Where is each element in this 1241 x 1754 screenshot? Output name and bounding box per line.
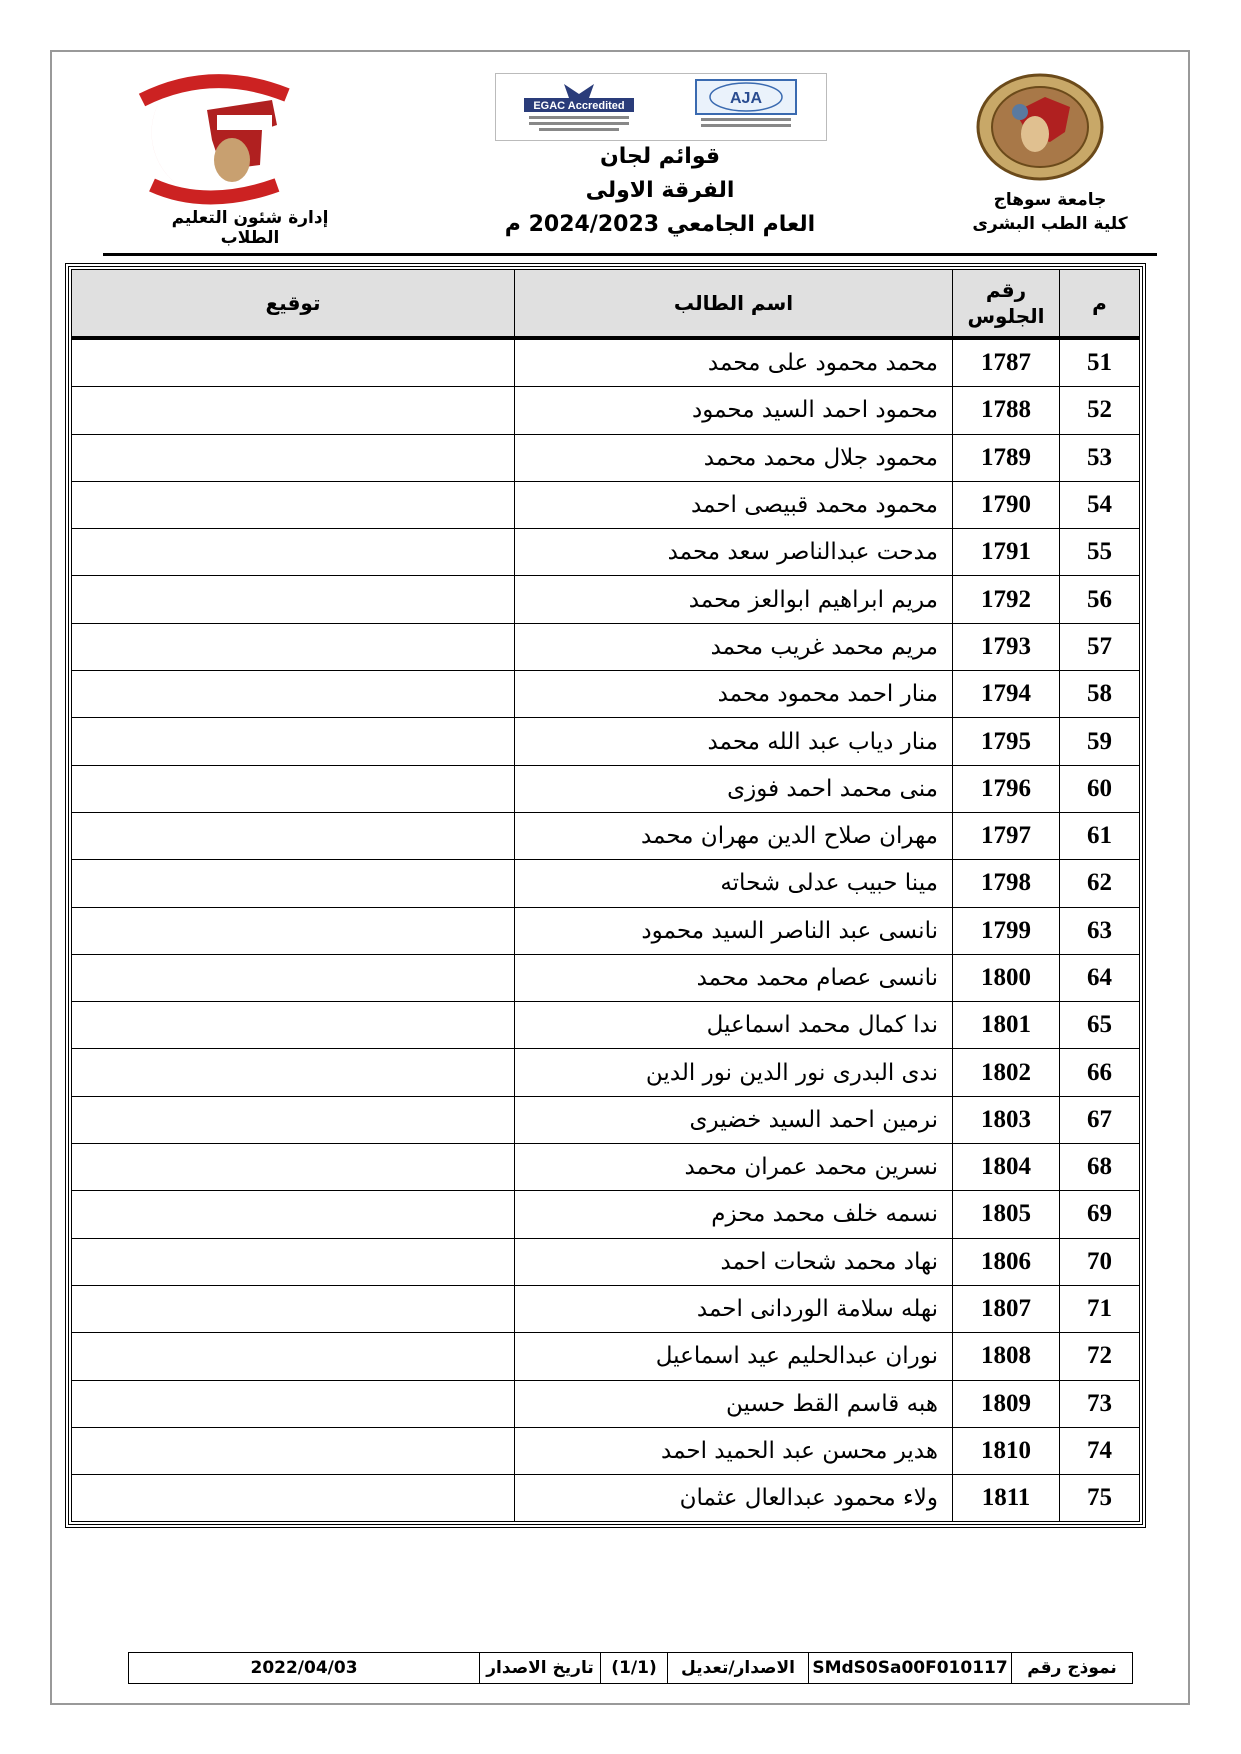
seat-number: 1790 bbox=[953, 481, 1060, 528]
signature-cell bbox=[72, 1191, 515, 1238]
table-row bbox=[72, 1427, 1140, 1474]
title-line-3: العام الجامعي 2024/2023 م bbox=[504, 212, 816, 237]
signature-cell bbox=[72, 576, 515, 623]
table-row bbox=[72, 1333, 1140, 1380]
row-number: 62 bbox=[1060, 860, 1140, 907]
row-number: 74 bbox=[1060, 1427, 1140, 1474]
student-name: محمود جلال محمد محمد bbox=[515, 434, 953, 481]
students-table bbox=[71, 269, 1140, 1522]
signature-cell bbox=[72, 1333, 515, 1380]
faculty-name: كلية الطب البشرى bbox=[972, 214, 1128, 234]
table-row bbox=[72, 954, 1140, 1001]
student-name: ندا كمال محمد اسماعيل bbox=[515, 1002, 953, 1049]
seat-number: 1796 bbox=[953, 765, 1060, 812]
row-number: 75 bbox=[1060, 1475, 1140, 1522]
row-number: 64 bbox=[1060, 954, 1140, 1001]
seat-number: 1808 bbox=[953, 1333, 1060, 1380]
student-name: مهران صلاح الدين مهران محمد bbox=[515, 812, 953, 859]
students-table-frame bbox=[65, 263, 1146, 1528]
student-name: محمد محمود على محمد bbox=[515, 338, 953, 387]
title-line-1: قوائم لجان bbox=[599, 144, 721, 169]
seat-number: 1804 bbox=[953, 1144, 1060, 1191]
university-seal bbox=[975, 72, 1105, 182]
row-number: 57 bbox=[1060, 623, 1140, 670]
row-number: 63 bbox=[1060, 907, 1140, 954]
admin-department: إدارة شئون التعليم الطلاب bbox=[171, 208, 329, 248]
table-row bbox=[72, 623, 1140, 670]
egac-badge bbox=[504, 80, 654, 134]
table-header-row bbox=[72, 270, 1140, 339]
seat-number: 1787 bbox=[953, 338, 1060, 387]
table-row bbox=[72, 1238, 1140, 1285]
row-number: 52 bbox=[1060, 387, 1140, 434]
student-name: نوران عبدالحليم عيد اسماعيل bbox=[515, 1333, 953, 1380]
row-number: 71 bbox=[1060, 1285, 1140, 1332]
signature-cell bbox=[72, 812, 515, 859]
table-row bbox=[72, 765, 1140, 812]
header-name: اسم الطالب bbox=[515, 270, 953, 339]
row-number: 61 bbox=[1060, 812, 1140, 859]
table-row bbox=[72, 1191, 1140, 1238]
seat-number: 1801 bbox=[953, 1002, 1060, 1049]
table-row bbox=[72, 1475, 1140, 1522]
seat-number: 1797 bbox=[953, 812, 1060, 859]
header-num: م bbox=[1060, 270, 1140, 339]
row-number: 54 bbox=[1060, 481, 1140, 528]
table-row bbox=[72, 387, 1140, 434]
seat-number: 1791 bbox=[953, 529, 1060, 576]
seat-number: 1810 bbox=[953, 1427, 1060, 1474]
seat-number: 1800 bbox=[953, 954, 1060, 1001]
table-row bbox=[72, 576, 1140, 623]
seat-number: 1798 bbox=[953, 860, 1060, 907]
student-name: محمود احمد السيد محمود bbox=[515, 387, 953, 434]
signature-cell bbox=[72, 387, 515, 434]
student-name: نرمين احمد السيد خضيرى bbox=[515, 1096, 953, 1143]
row-number: 73 bbox=[1060, 1380, 1140, 1427]
row-number: 60 bbox=[1060, 765, 1140, 812]
table-row bbox=[72, 1144, 1140, 1191]
table-row bbox=[72, 1285, 1140, 1332]
student-name: مدحت عبدالناصر سعد محمد bbox=[515, 529, 953, 576]
aja-badge bbox=[686, 78, 806, 134]
egac-label: EGAC Accredited bbox=[533, 100, 625, 112]
faculty-logo bbox=[112, 70, 312, 205]
signature-cell bbox=[72, 907, 515, 954]
row-number: 51 bbox=[1060, 338, 1140, 387]
aja-label: AJA bbox=[729, 90, 763, 107]
seat-number: 1809 bbox=[953, 1380, 1060, 1427]
student-name: نسرين محمد عمران محمد bbox=[515, 1144, 953, 1191]
student-name: منار احمد محمود محمد bbox=[515, 671, 953, 718]
row-number: 68 bbox=[1060, 1144, 1140, 1191]
table-row bbox=[72, 1096, 1140, 1143]
seat-number: 1795 bbox=[953, 718, 1060, 765]
signature-cell bbox=[72, 1380, 515, 1427]
seat-number: 1788 bbox=[953, 387, 1060, 434]
version-label: الاصدار/تعديل bbox=[667, 1653, 808, 1683]
row-number: 55 bbox=[1060, 529, 1140, 576]
seat-number: 1789 bbox=[953, 434, 1060, 481]
signature-cell bbox=[72, 481, 515, 528]
signature-cell bbox=[72, 765, 515, 812]
seat-number: 1806 bbox=[953, 1238, 1060, 1285]
table-row bbox=[72, 812, 1140, 859]
document-title bbox=[480, 140, 840, 242]
seat-number: 1805 bbox=[953, 1191, 1060, 1238]
seat-number: 1802 bbox=[953, 1049, 1060, 1096]
row-number: 58 bbox=[1060, 671, 1140, 718]
signature-cell bbox=[72, 623, 515, 670]
table-row bbox=[72, 907, 1140, 954]
signature-cell bbox=[72, 1238, 515, 1285]
row-number: 65 bbox=[1060, 1002, 1140, 1049]
table-row bbox=[72, 338, 1140, 387]
header-seat: رقم الجلوس bbox=[953, 270, 1060, 339]
student-name: هبه قاسم القط حسين bbox=[515, 1380, 953, 1427]
student-name: نانسى عصام محمد محمد bbox=[515, 954, 953, 1001]
issue-date: 2022/04/03 bbox=[250, 1658, 358, 1678]
student-name: نانسى عبد الناصر السيد محمود bbox=[515, 907, 953, 954]
seat-number: 1811 bbox=[953, 1475, 1060, 1522]
student-name: منار دياب عبد الله محمد bbox=[515, 718, 953, 765]
seat-number: 1807 bbox=[953, 1285, 1060, 1332]
signature-cell bbox=[72, 338, 515, 387]
student-name: مريم محمد غريب محمد bbox=[515, 623, 953, 670]
student-name: محمود محمد قبيصى احمد bbox=[515, 481, 953, 528]
row-number: 56 bbox=[1060, 576, 1140, 623]
table-row bbox=[72, 1049, 1140, 1096]
signature-cell bbox=[72, 1475, 515, 1522]
row-number: 67 bbox=[1060, 1096, 1140, 1143]
student-name: ولاء محمود عبدالعال عثمان bbox=[515, 1475, 953, 1522]
signature-cell bbox=[72, 1285, 515, 1332]
signature-cell bbox=[72, 1002, 515, 1049]
seat-number: 1799 bbox=[953, 907, 1060, 954]
row-number: 59 bbox=[1060, 718, 1140, 765]
row-number: 70 bbox=[1060, 1238, 1140, 1285]
seat-number: 1803 bbox=[953, 1096, 1060, 1143]
table-row bbox=[72, 1380, 1140, 1427]
signature-cell bbox=[72, 1096, 515, 1143]
table-row bbox=[72, 671, 1140, 718]
signature-cell bbox=[72, 718, 515, 765]
form-label: نموذج رقم bbox=[1011, 1653, 1132, 1683]
form-footer bbox=[128, 1652, 1133, 1684]
row-number: 53 bbox=[1060, 434, 1140, 481]
signature-cell bbox=[72, 671, 515, 718]
student-name: نهله سلامة الوردانى احمد bbox=[515, 1285, 953, 1332]
student-name: هدير محسن عبد الحميد احمد bbox=[515, 1427, 953, 1474]
university-block bbox=[960, 188, 1140, 236]
title-line-2: الفرقة الاولى bbox=[585, 178, 735, 203]
row-number: 69 bbox=[1060, 1191, 1140, 1238]
seat-number: 1792 bbox=[953, 576, 1060, 623]
seat-number: 1794 bbox=[953, 671, 1060, 718]
header-sign: توقيع bbox=[72, 270, 515, 339]
table-row bbox=[72, 481, 1140, 528]
issue-label: تاريخ الاصدار bbox=[479, 1653, 600, 1683]
student-name: ندى البدرى نور الدين نور الدين bbox=[515, 1049, 953, 1096]
signature-cell bbox=[72, 434, 515, 481]
student-name: منى محمد احمد فوزى bbox=[515, 765, 953, 812]
header-divider bbox=[103, 253, 1157, 256]
accreditation-badges bbox=[495, 73, 827, 141]
version-value: (1/1) bbox=[600, 1653, 667, 1683]
signature-cell bbox=[72, 529, 515, 576]
seat-number: 1793 bbox=[953, 623, 1060, 670]
student-name: نسمه خلف محمد محزم bbox=[515, 1191, 953, 1238]
table-row bbox=[72, 718, 1140, 765]
form-number: SMdS0Sa00F010117 bbox=[808, 1653, 1011, 1683]
student-name: مريم ابراهيم ابوالعز محمد bbox=[515, 576, 953, 623]
signature-cell bbox=[72, 1427, 515, 1474]
student-name: نهاد محمد شحات احمد bbox=[515, 1238, 953, 1285]
table-row bbox=[72, 529, 1140, 576]
university-name: جامعة سوهاج bbox=[993, 190, 1107, 210]
table-row bbox=[72, 860, 1140, 907]
row-number: 72 bbox=[1060, 1333, 1140, 1380]
signature-cell bbox=[72, 954, 515, 1001]
signature-cell bbox=[72, 1144, 515, 1191]
table-row bbox=[72, 1002, 1140, 1049]
signature-cell bbox=[72, 1049, 515, 1096]
student-name: مينا حبيب عدلى شحاته bbox=[515, 860, 953, 907]
row-number: 66 bbox=[1060, 1049, 1140, 1096]
table-row bbox=[72, 434, 1140, 481]
signature-cell bbox=[72, 860, 515, 907]
